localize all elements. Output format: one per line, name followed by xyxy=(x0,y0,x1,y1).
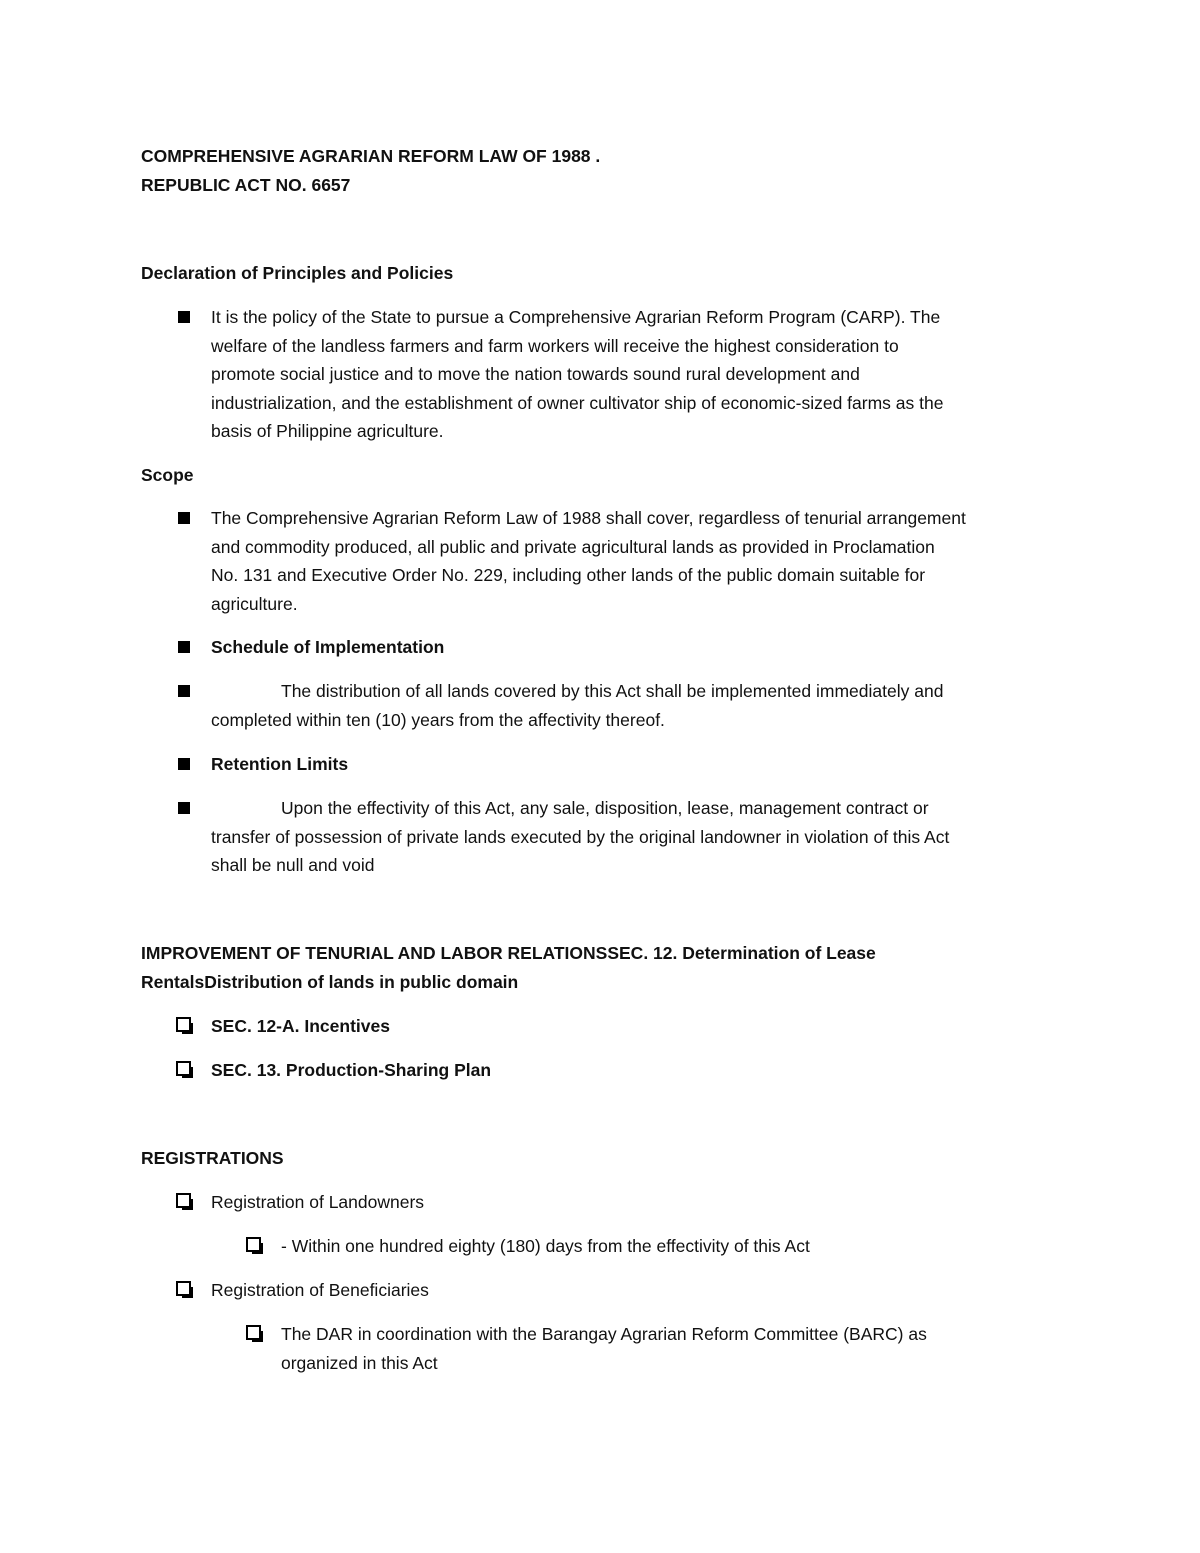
retention-heading: Retention Limits xyxy=(211,754,349,774)
paragraph-line: welfare of the landless farmers and farm workers will receive the highest consideration to xyxy=(211,335,899,356)
checkbox-square-bullet-icon xyxy=(176,1281,191,1296)
declaration-heading: Declaration of Principles and Policies xyxy=(141,263,454,283)
paragraph-line xyxy=(211,677,1071,706)
registrations-heading: REGISTRATIONS xyxy=(141,1148,284,1168)
document-subtitle: REPUBLIC ACT NO. 6657 xyxy=(141,175,351,195)
registration-beneficiaries-item: Registration of Beneficiaries xyxy=(211,1280,429,1300)
filled-square-bullet-icon xyxy=(178,311,190,323)
paragraph-line: organized in this Act xyxy=(281,1352,438,1373)
improvement-heading-line-2: RentalsDistribution of lands in public domain xyxy=(141,972,519,992)
schedule-heading: Schedule of Implementation xyxy=(211,637,445,657)
paragraph-line: The DAR in coordination with the Barangay Agrarian Reform Committee (BARC) as xyxy=(281,1324,927,1344)
filled-square-bullet-icon xyxy=(178,685,190,697)
registration-landowners-sub: - Within one hundred eighty (180) days from the effectivity of this Act xyxy=(281,1236,810,1256)
improvement-heading-line-1: IMPROVEMENT OF TENURIAL AND LABOR RELATIONSSEC. 12. Determination of Lease xyxy=(141,943,876,963)
registration-landowners-item: Registration of Landowners xyxy=(211,1192,425,1212)
declaration-policy-paragraph xyxy=(211,303,1071,446)
paragraph-line: No. 131 and Executive Order No. 229, including other lands of the public domain suitable for xyxy=(211,565,926,586)
paragraph-line: agriculture. xyxy=(211,593,298,614)
filled-square-bullet-icon xyxy=(178,758,190,770)
filled-square-bullet-icon xyxy=(178,802,190,814)
checkbox-square-bullet-icon xyxy=(246,1237,261,1252)
checkbox-square-bullet-icon xyxy=(246,1325,261,1340)
paragraph-line: industrialization, and the establishment of owner cultivator ship of economic-sized farms as the xyxy=(211,392,944,413)
production-sharing-item: SEC. 13. Production-Sharing Plan xyxy=(211,1060,492,1080)
retention-paragraph xyxy=(211,794,1071,880)
registration-beneficiaries-sub xyxy=(281,1320,1081,1377)
paragraph-line-text: The distribution of all lands covered by this Act shall be implemented immediately and xyxy=(281,681,944,701)
scope-heading: Scope xyxy=(141,465,194,485)
paragraph-line: shall be null and void xyxy=(211,855,375,876)
paragraph-line: completed within ten (10) years from the affectivity thereof. xyxy=(211,709,665,730)
paragraph-line-text: Upon the effectivity of this Act, any sale, disposition, lease, management contract or xyxy=(281,798,929,818)
document-title: COMPREHENSIVE AGRARIAN REFORM LAW OF 1988 . xyxy=(141,146,601,166)
paragraph-line: It is the policy of the State to pursue a Comprehensive Agrarian Reform Program (CARP). The xyxy=(211,307,941,327)
paragraph-line: promote social justice and to move the nation towards sound rural development and xyxy=(211,364,860,385)
checkbox-square-bullet-icon xyxy=(176,1193,191,1208)
filled-square-bullet-icon xyxy=(178,512,190,524)
paragraph-line: The Comprehensive Agrarian Reform Law of 1988 shall cover, regardless of tenurial arrangement xyxy=(211,508,966,528)
scope-coverage-paragraph xyxy=(211,504,1071,618)
paragraph-line: transfer of possession of private lands executed by the original landowner in violation of this Act xyxy=(211,826,950,847)
paragraph-line: and commodity produced, all public and private agricultural lands as provided in Proclamation xyxy=(211,536,935,557)
checkbox-square-bullet-icon xyxy=(176,1061,191,1076)
filled-square-bullet-icon xyxy=(178,641,190,653)
paragraph-line xyxy=(211,794,1071,823)
checkbox-square-bullet-icon xyxy=(176,1017,191,1032)
incentives-item: SEC. 12-A. Incentives xyxy=(211,1016,390,1036)
schedule-paragraph xyxy=(211,677,1071,734)
paragraph-line: basis of Philippine agriculture. xyxy=(211,421,444,442)
